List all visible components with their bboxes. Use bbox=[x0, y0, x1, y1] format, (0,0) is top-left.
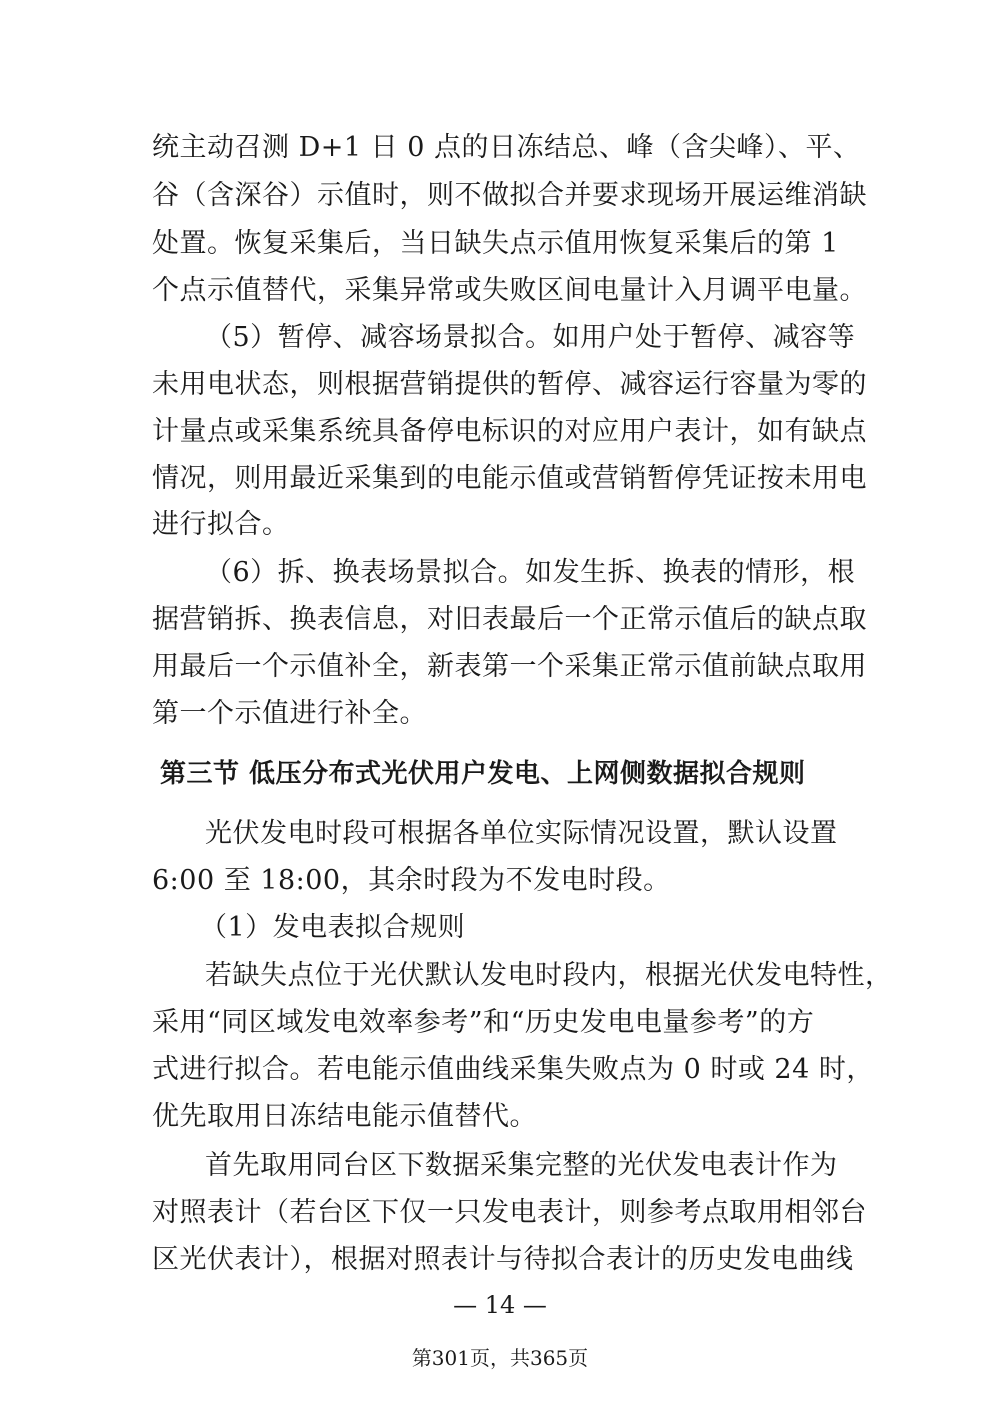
body-text-line: 对照表计（若台区下仅一只发电表计，则参考点取用相邻台 bbox=[152, 1197, 867, 1228]
section-heading: 第三节 低压分布式光伏用户发电、上网侧数据拟合规则 bbox=[160, 759, 806, 789]
body-text-line: 进行拟合。 bbox=[152, 509, 290, 540]
body-text-line: 个点示值替代，采集异常或失败区间电量计入月调平电量。 bbox=[152, 275, 867, 306]
paragraph-start-line: 光伏发电时段可根据各单位实际情况设置，默认设置 bbox=[205, 818, 838, 849]
paragraph-start-line: 若缺失点位于光伏默认发电时段内，根据光伏发电特性， bbox=[205, 960, 893, 991]
paragraph-start-line: （6）拆、换表场景拟合。如发生拆、换表的情形，根 bbox=[205, 557, 856, 588]
body-text-line: 第一个示值进行补全。 bbox=[152, 698, 427, 729]
body-text-line: 优先取用日冻结电能示值替代。 bbox=[152, 1101, 537, 1132]
body-text-line: 计量点或采集系统具备停电标识的对应用户表计，如有缺点 bbox=[152, 416, 867, 447]
page-number: — 14 — bbox=[453, 1291, 547, 1319]
page-footer: 第301页，共365页 bbox=[411, 1346, 589, 1370]
body-text-line: 区光伏表计），根据对照表计与待拟合表计的历史发电曲线 bbox=[152, 1244, 854, 1275]
body-text-line: 未用电状态，则根据营销提供的暂停、减容运行容量为零的 bbox=[152, 369, 867, 400]
body-text-line: 情况，则用最近采集到的电能示值或营销暂停凭证按未用电 bbox=[152, 463, 867, 494]
body-text-line: 谷（含深谷）示值时，则不做拟合并要求现场开展运维消缺 bbox=[152, 180, 867, 211]
body-text-line: 采用“同区域发电效率参考”和“历史发电电量参考”的方 bbox=[152, 1007, 815, 1038]
body-text-line: 式进行拟合。若电能示值曲线采集失败点为 0 时或 24 时， bbox=[152, 1054, 874, 1085]
body-text-line: 统主动召测 D+1 日 0 点的日冻结总、峰（含尖峰）、平、 bbox=[152, 132, 861, 163]
subheading-line: （1）发电表拟合规则 bbox=[200, 912, 466, 943]
body-text-line: 用最后一个示值补全，新表第一个采集正常示值前缺点取用 bbox=[152, 651, 867, 682]
body-text-line: 处置。恢复采集后，当日缺失点示值用恢复采集后的第 1 bbox=[152, 228, 839, 259]
paragraph-start-line: （5）暂停、减容场景拟合。如用户处于暂停、减容等 bbox=[205, 322, 856, 353]
body-text-line: 据营销拆、换表信息，对旧表最后一个正常示值后的缺点取 bbox=[152, 604, 867, 635]
paragraph-start-line: 首先取用同台区下数据采集完整的光伏发电表计作为 bbox=[205, 1150, 838, 1181]
body-text-line: 6:00 至 18:00，其余时段为不发电时段。 bbox=[152, 865, 671, 896]
